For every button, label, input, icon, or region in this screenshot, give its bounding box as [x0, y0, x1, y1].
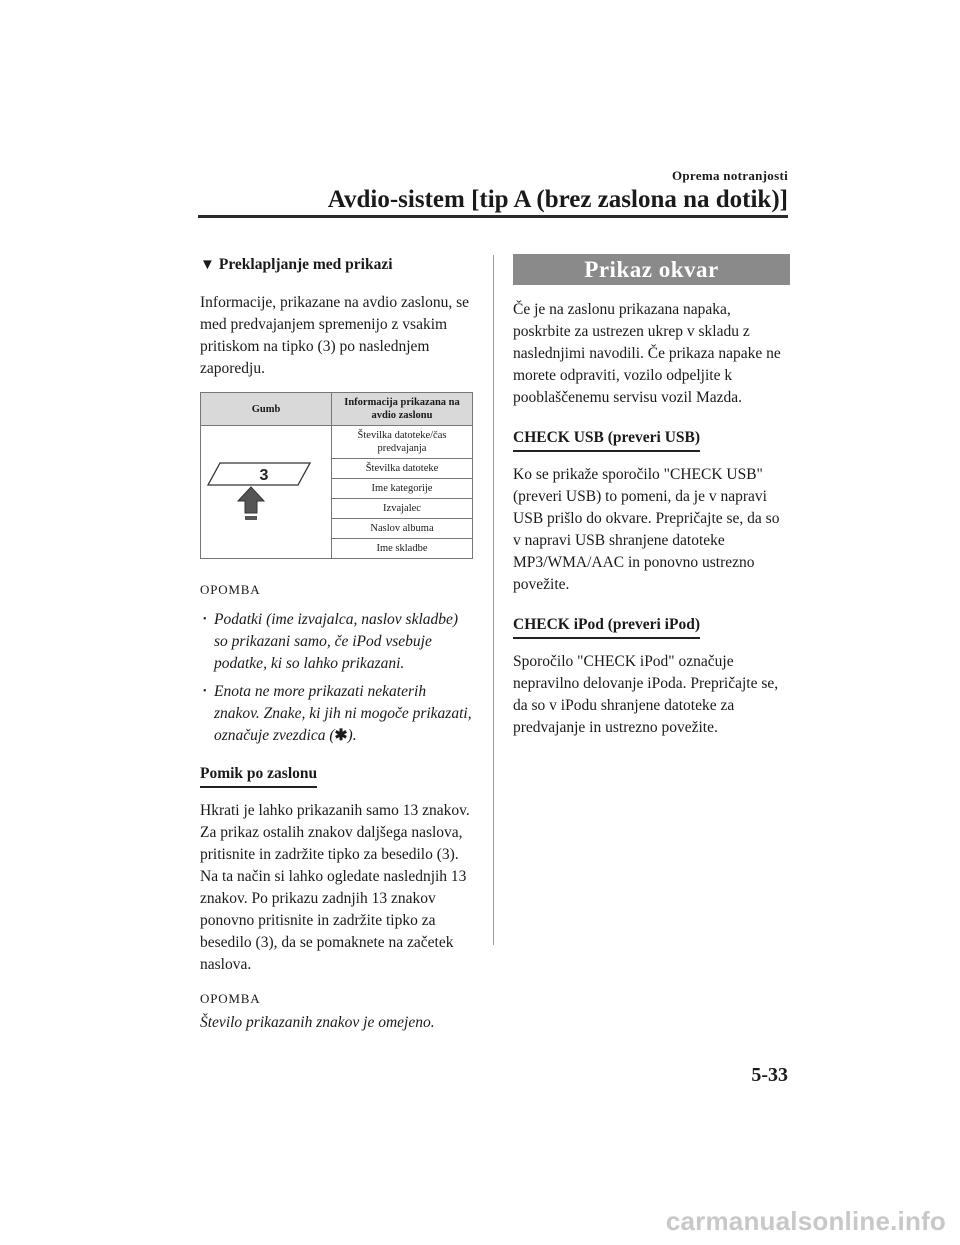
column-divider: [493, 255, 494, 945]
note-text: Enota ne more prikazati nekaterih znakov. Znake, ki jih ni mogoče prikazati, označuje zvezdica (: [214, 683, 472, 744]
scroll-paragraph: Hkrati je lahko prikazanih samo 13 znakov. Za prikaz ostalih znakov daljšega naslova, pritisnite in zadržite tipko za besedilo (3). Na ta način si lahko ogledate naslednjih 13 znakov. Po prikazu zadnjih 13 znakov ponovno pritisnite in zadržite tipko za besedilo (3), da se pomaknete na začetek naslova.: [200, 802, 470, 973]
table-header-button: Gumb: [201, 393, 332, 426]
list-item: [200, 681, 475, 747]
note-text-end: ).: [347, 727, 357, 744]
triangle-down-icon: ▼: [200, 257, 215, 273]
button-illustration-cell: [201, 426, 332, 559]
page-number: 5-33: [751, 1064, 788, 1086]
press-arrow-icon: [238, 487, 264, 520]
section-title-box: Prikaz okvar: [513, 254, 790, 285]
left-column: [200, 254, 475, 1046]
display-sequence-table: [200, 392, 473, 559]
table-row: Ime skladbe: [332, 539, 473, 559]
intro-paragraph: Informacije, prikazane na avdio zaslonu, se med predvajanjem spremenijo z vsakim pritiskom na tipko (3) po naslednjem zaporedju.: [200, 294, 469, 377]
usb-paragraph: Ko se prikaže sporočilo "CHECK USB" (preveri USB) to pomeni, da je v napravi USB prišlo do okvare. Prepričajte se, da so v napravi USB shranjene datoteke MP3/WMA/AAC in ponovno ustrezno povežite.: [513, 466, 780, 593]
watermark: carmanualsonline.info: [665, 1206, 946, 1236]
subheading-display-switch: [200, 254, 475, 276]
table-header-info: Informacija prikazana na avdio zaslonu: [332, 393, 473, 426]
table-row: Naslov albuma: [332, 519, 473, 539]
table-row: Izvajalec: [332, 499, 473, 519]
header-rule: [198, 215, 788, 218]
table-row: Številka datoteke/čas predvajanja: [332, 426, 473, 459]
button-3-illustration: [206, 455, 326, 525]
note-label-2: OPOMBA: [200, 991, 261, 1006]
note-label: OPOMBA: [200, 582, 261, 597]
header-section-name: Oprema notranjosti: [671, 168, 788, 183]
subheading-text: Preklapljanje med prikazi: [218, 256, 393, 273]
asterisk-icon: ✱: [334, 727, 348, 744]
error-intro-paragraph: Če je na zaslonu prikazana napaka, poskrbite za ustrezen ukrep v skladu z naslednjimi navodili. Če prikaza napake ne morete odpraviti, vozilo odpeljite k pooblaščenemu servisu vozil Mazda.: [513, 301, 781, 406]
page-title: Avdio-sistem [tip A (brez zaslona na dotik)]: [327, 186, 788, 213]
button-number: 3: [259, 467, 269, 484]
heading-scroll: Pomik po zaslonu: [200, 763, 317, 788]
ipod-paragraph: Sporočilo "CHECK iPod" označuje nepravilno delovanje iPoda. Prepričajte se, da so v iPodu shranjene datoteke za predvajanje in ustrezno povežite.: [513, 653, 779, 736]
right-column: [513, 254, 790, 751]
list-item: • Podatki (ime izvajalca, naslov skladbe) so prikazani samo, če iPod vsebuje podatke, ki so lahko prikazani.: [200, 609, 475, 675]
heading-check-ipod: CHECK iPod (preveri iPod): [513, 614, 700, 639]
heading-check-usb: CHECK USB (preveri USB): [513, 427, 700, 452]
note-list: [200, 609, 475, 747]
table-row: Številka datoteke: [332, 459, 473, 479]
table-row: Ime kategorije: [332, 479, 473, 499]
note-text-2: Število prikazanih znakov je omejeno.: [200, 1014, 435, 1031]
